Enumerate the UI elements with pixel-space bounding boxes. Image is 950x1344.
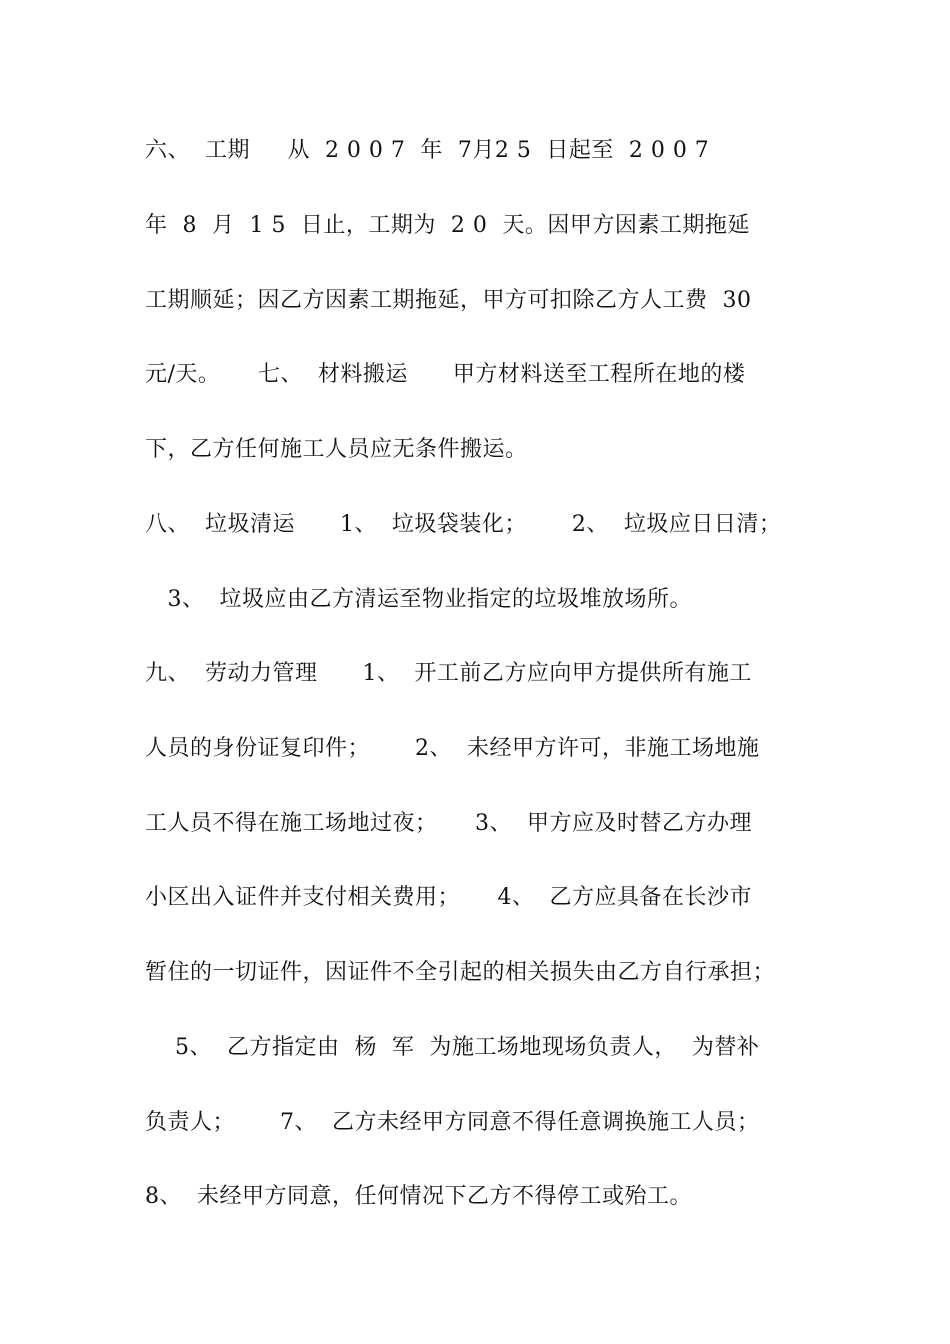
paragraph-line: 六、 工期 从 2 0 0 7 年 7月2 5 日起至 2 0 0 7 <box>145 138 710 163</box>
paragraph-line: 暂住的一切证件，因证件不全引起的相关损失由乙方自行承担； <box>145 960 776 985</box>
paragraph-line: 3、 垃圾应由乙方清运至物业指定的垃圾堆放场所。 <box>145 587 692 612</box>
paragraph-line: 九、 劳动力管理 1、 开工前乙方应向甲方提供所有施工 <box>145 661 752 686</box>
paragraph-line: 工期顺延；因乙方因素工期拖延，甲方可扣除乙方人工费 30 <box>145 288 752 313</box>
paragraph-line: 年 8 月 1 5 日止，工期为 2 0 天。因甲方因素工期拖延 <box>145 213 750 238</box>
paragraph-line: 下，乙方任何施工人员应无条件搬运。 <box>145 437 528 462</box>
paragraph-line: 负责人； 7、 乙方未经甲方同意不得任意调换施工人员； <box>145 1110 760 1135</box>
paragraph-line: 8、 未经甲方同意，任何情况下乙方不得停工或殆工。 <box>145 1184 692 1209</box>
paragraph-line: 八、 垃圾清运 1、 垃圾袋装化； 2、 垃圾应日日清； <box>145 512 782 537</box>
paragraph-line: 人员的身份证复印件； 2、 未经甲方许可，非施工场地施 <box>145 736 760 761</box>
paragraph-line: 5、 乙方指定由 杨 军 为施工场地现场负责人， 为替补 <box>145 1035 760 1060</box>
paragraph-line: 元/天。 七、 材料搬运 甲方材料送至工程所在地的楼 <box>145 362 746 387</box>
paragraph-line: 小区出入证件并支付相关费用； 4、 乙方应具备在长沙市 <box>145 885 752 910</box>
paragraph-line: 工人员不得在施工场地过夜； 3、 甲方应及时替乙方办理 <box>145 811 752 836</box>
